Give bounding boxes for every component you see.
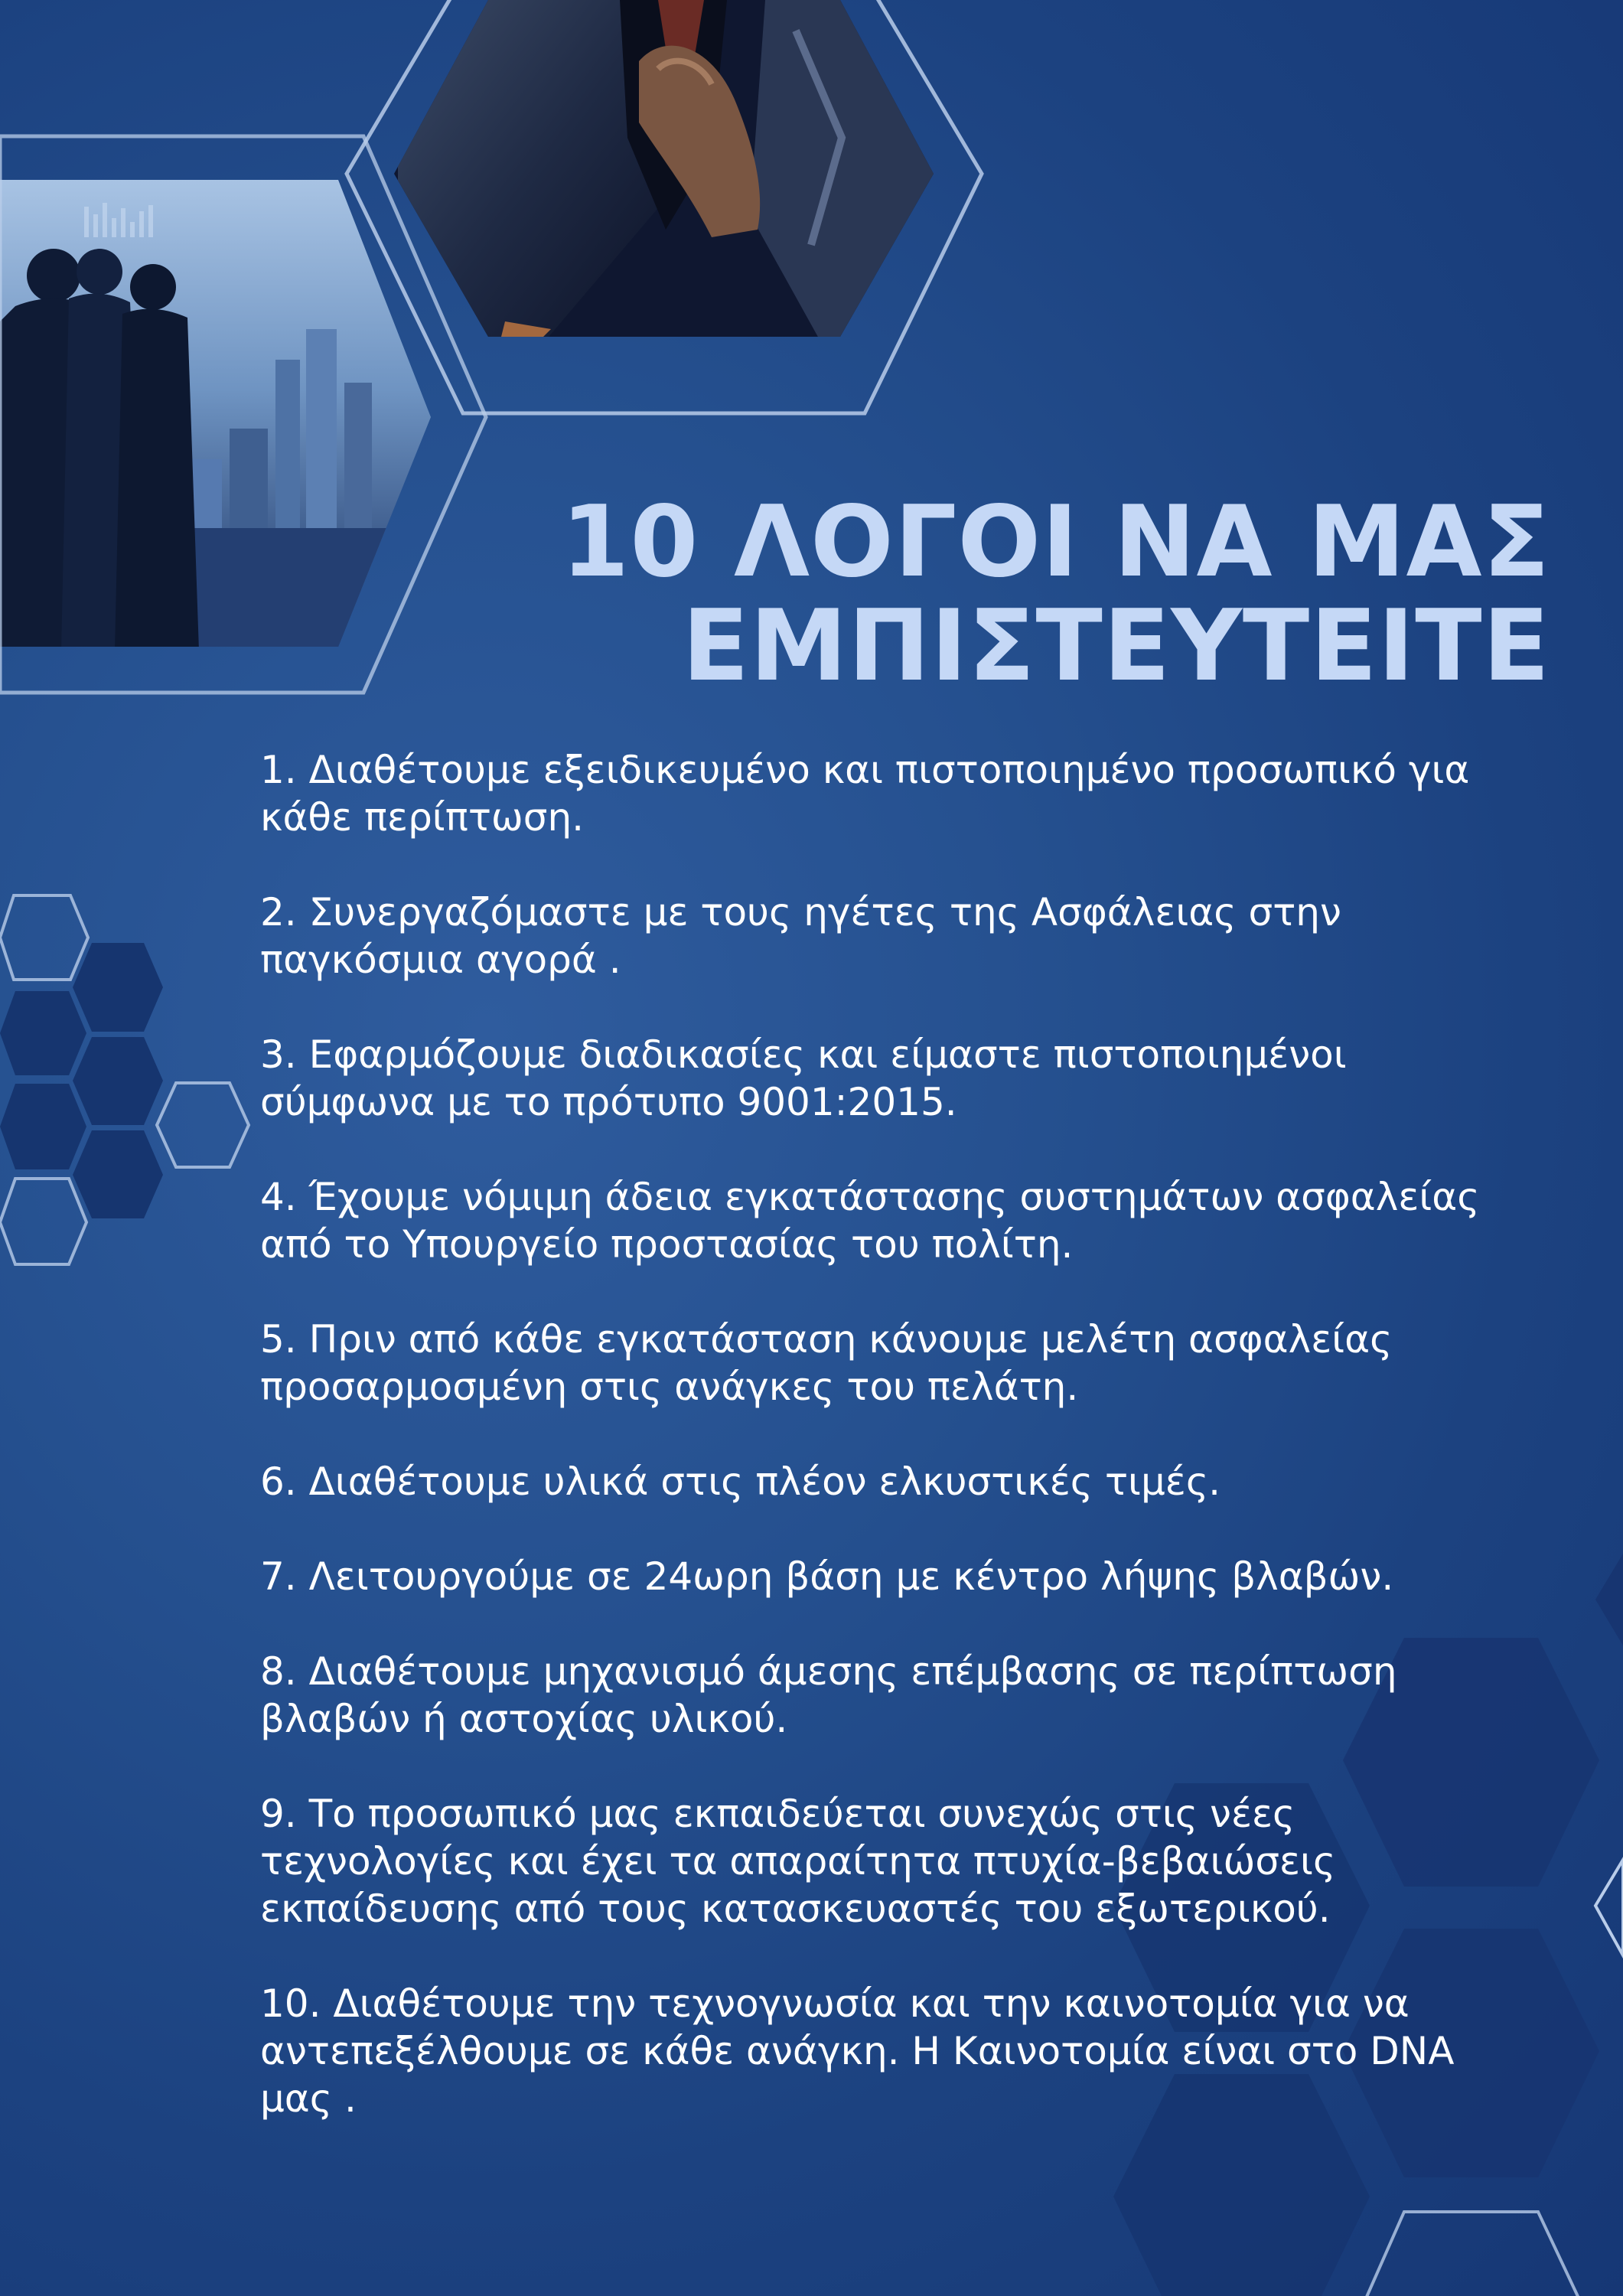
reason-item: 5. Πριν από κάθε εγκατάσταση κάνουμε μελέτη ασφαλείας προσαρμοσμένη στις ανάγκες του πελάτη. [260,1317,1393,1409]
reason-item: 3. Εφαρμόζουμε διαδικασίες και είμαστε πιστοποιημένοι σύμφωνα με το πρότυπο 9001:2015. [260,1032,1347,1124]
page-title [479,484,1550,703]
reason-item: 4. Έχουμε νόμιμη άδεια εγκατάστασης συστημάτων ασφαλείας από το Υπουργείο προστασίας του πολίτη. [260,1175,1480,1267]
reason-item: 7. Λειτουργούμε σε 24ωρη βάση με κέντρο λήψης βλαβών. [260,1554,1394,1599]
reason-item: 2. Συνεργαζόμαστε με τους ηγέτες της Ασφάλειας στην παγκόσμια αγορά . [260,890,1341,982]
title-line-1: 10 ΛΟΓΟΙ ΝΑ ΜΑΣ [561,484,1550,599]
reason-item: 9. Το προσωπικό μας εκπαιδεύεται συνεχώς στις νέες τεχνολογίες και έχει τα απαραίτητα πτυχία-βεβαιώσεις εκπαίδευσης από τους κατασκευαστές του εξωτερικού. [260,1792,1336,1931]
photo-businessman [383,0,949,352]
reason-item: 8. Διαθέτουμε μηχανισμό άμεσης επέμβασης σε περίπτωση βλαβών ή αστοχίας υλικού. [260,1649,1397,1741]
reasons-list [260,746,1515,2170]
reason-item: 6. Διαθέτουμε υλικά στις πλέον ελκυστικές τιμές. [260,1459,1221,1504]
reason-item: 1. Διαθέτουμε εξειδικευμένο και πιστοποιημένο προσωπικό για κάθε περίπτωση. [260,748,1470,840]
reason-item: 10. Διαθέτουμε την τεχνογνωσία και την καινοτομία για να αντεπεξέλθουμε σε κάθε ανάγκη. Η Καινοτομία είναι στο DNA μας . [260,1981,1455,2121]
hexagon-cluster-left [0,895,249,1264]
photo-team-city [0,176,444,651]
title-line-2: ΕΜΠΙΣΤΕΥΤΕΙΤΕ [682,589,1550,703]
